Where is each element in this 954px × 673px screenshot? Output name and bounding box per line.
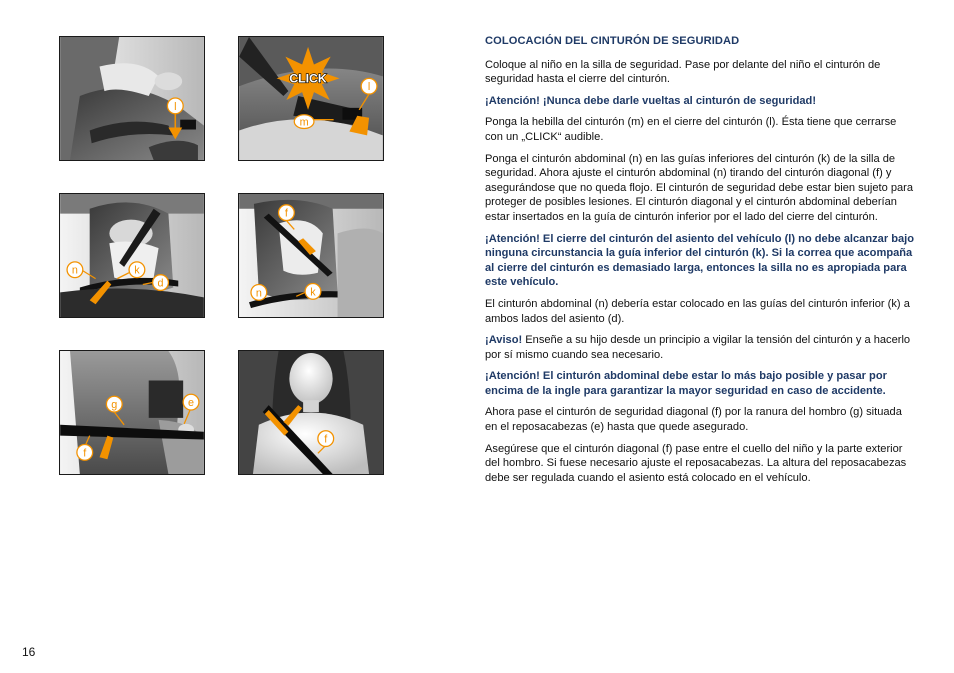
callout-f: f [83, 447, 87, 460]
paragraph-lap-belt: Ponga el cinturón abdominal (n) en las guías inferiores del cinturón (k) de la silla de seguridad. Ahora ajuste el cinturón abdominal (n) tirando del cinturón diagonal (f) y asegurándose que no queda flojo. El cinturón de seguridad debe estar bien sujeto para proteger de posibles lesiones. El cinturón diagonal y el cinturón abdominal deberían estar insertados en la guía de cinturón inferior por el lado del cierre del cinturón. [485, 152, 914, 223]
notice-paragraph [485, 333, 917, 362]
callout-k: k [310, 286, 316, 299]
callout-e: e [188, 397, 195, 410]
section-title: COLOCACIÓN DEL CINTURÓN DE SEGURIDAD [485, 35, 740, 47]
click-label: CLICK [289, 71, 327, 86]
callout-f: f [284, 207, 288, 220]
illustration-diagonal-belt-shoulder [238, 350, 384, 475]
callout-l: l [174, 100, 177, 113]
paragraph-place-child: Coloque al niño en la silla de seguridad. Pase por delante del niño el cinturón de seguridad hasta el cierre del cinturón. [485, 58, 881, 86]
notice-label: ¡Aviso! [485, 334, 523, 347]
illustration-shoulder-slot [59, 350, 205, 475]
illustration-diagonal-belt-tension [238, 193, 384, 318]
illustration-buckle-click [238, 36, 384, 161]
instructions-column [485, 34, 917, 492]
illustration-lap-belt-guides [59, 193, 205, 318]
warning-buckle-position: ¡Atención! El cierre del cinturón del asiento del vehículo (l) no debe alcanzar bajo ninguna circunstancia la guía inferior del cinturón (k). Si la correa que acompaña al cierre del cinturón es demasiado larga, entonces la silla no es apropiada para este vehículo. [485, 232, 915, 289]
warning-no-twist: ¡Atención! ¡Nunca debe darle vueltas al cinturón de seguridad! [485, 94, 817, 107]
page-number: 16 [22, 645, 36, 659]
callout-m: m [299, 116, 309, 129]
paragraph-lap-guides: El cinturón abdominal (n) debería estar colocado en las guías del cinturón inferior (k) a ambos lados del asiento (d). [485, 297, 910, 325]
illustration-belt-around-child [59, 36, 205, 161]
callout-k: k [134, 264, 140, 277]
paragraph-diagonal-neck: Asegúrese que el cinturón diagonal (f) pase entre el cuello del niño y la parte exterior del hombro. Si fuese necesario ajuste el reposacabezas. La altura del reposacabezas debe ser regulada cuando el asiento está colocado en el vehículo. [485, 442, 907, 484]
paragraph-shoulder-slot: Ahora pase el cinturón de seguridad diagonal (f) por la ranura del hombro (g) situada en el reposacabezas (e) hasta que quede asegurado. [485, 406, 902, 434]
callout-g: g [111, 399, 118, 412]
notice-text: Enseñe a su hijo desde un principio a vigilar la tensión del cinturón y a hacerlo por sí mismo cuando sea necesario. [485, 334, 911, 361]
paragraph-buckle: Ponga la hebilla del cinturón (m) en el cierre del cinturón (l). Ésta tiene que cerrarse con un „CLICK“ audible. [485, 116, 897, 143]
callout-n: n [255, 287, 262, 300]
warning-lap-low: ¡Atención! El cinturón abdominal debe estar lo más bajo posible y pasar por encima de la ingle para garantizar la mayor seguridad en caso de accidente. [485, 370, 887, 397]
callout-n: n [71, 264, 78, 277]
callout-d: d [157, 277, 164, 290]
callout-l: l [367, 81, 371, 94]
callout-f: f [324, 433, 328, 446]
